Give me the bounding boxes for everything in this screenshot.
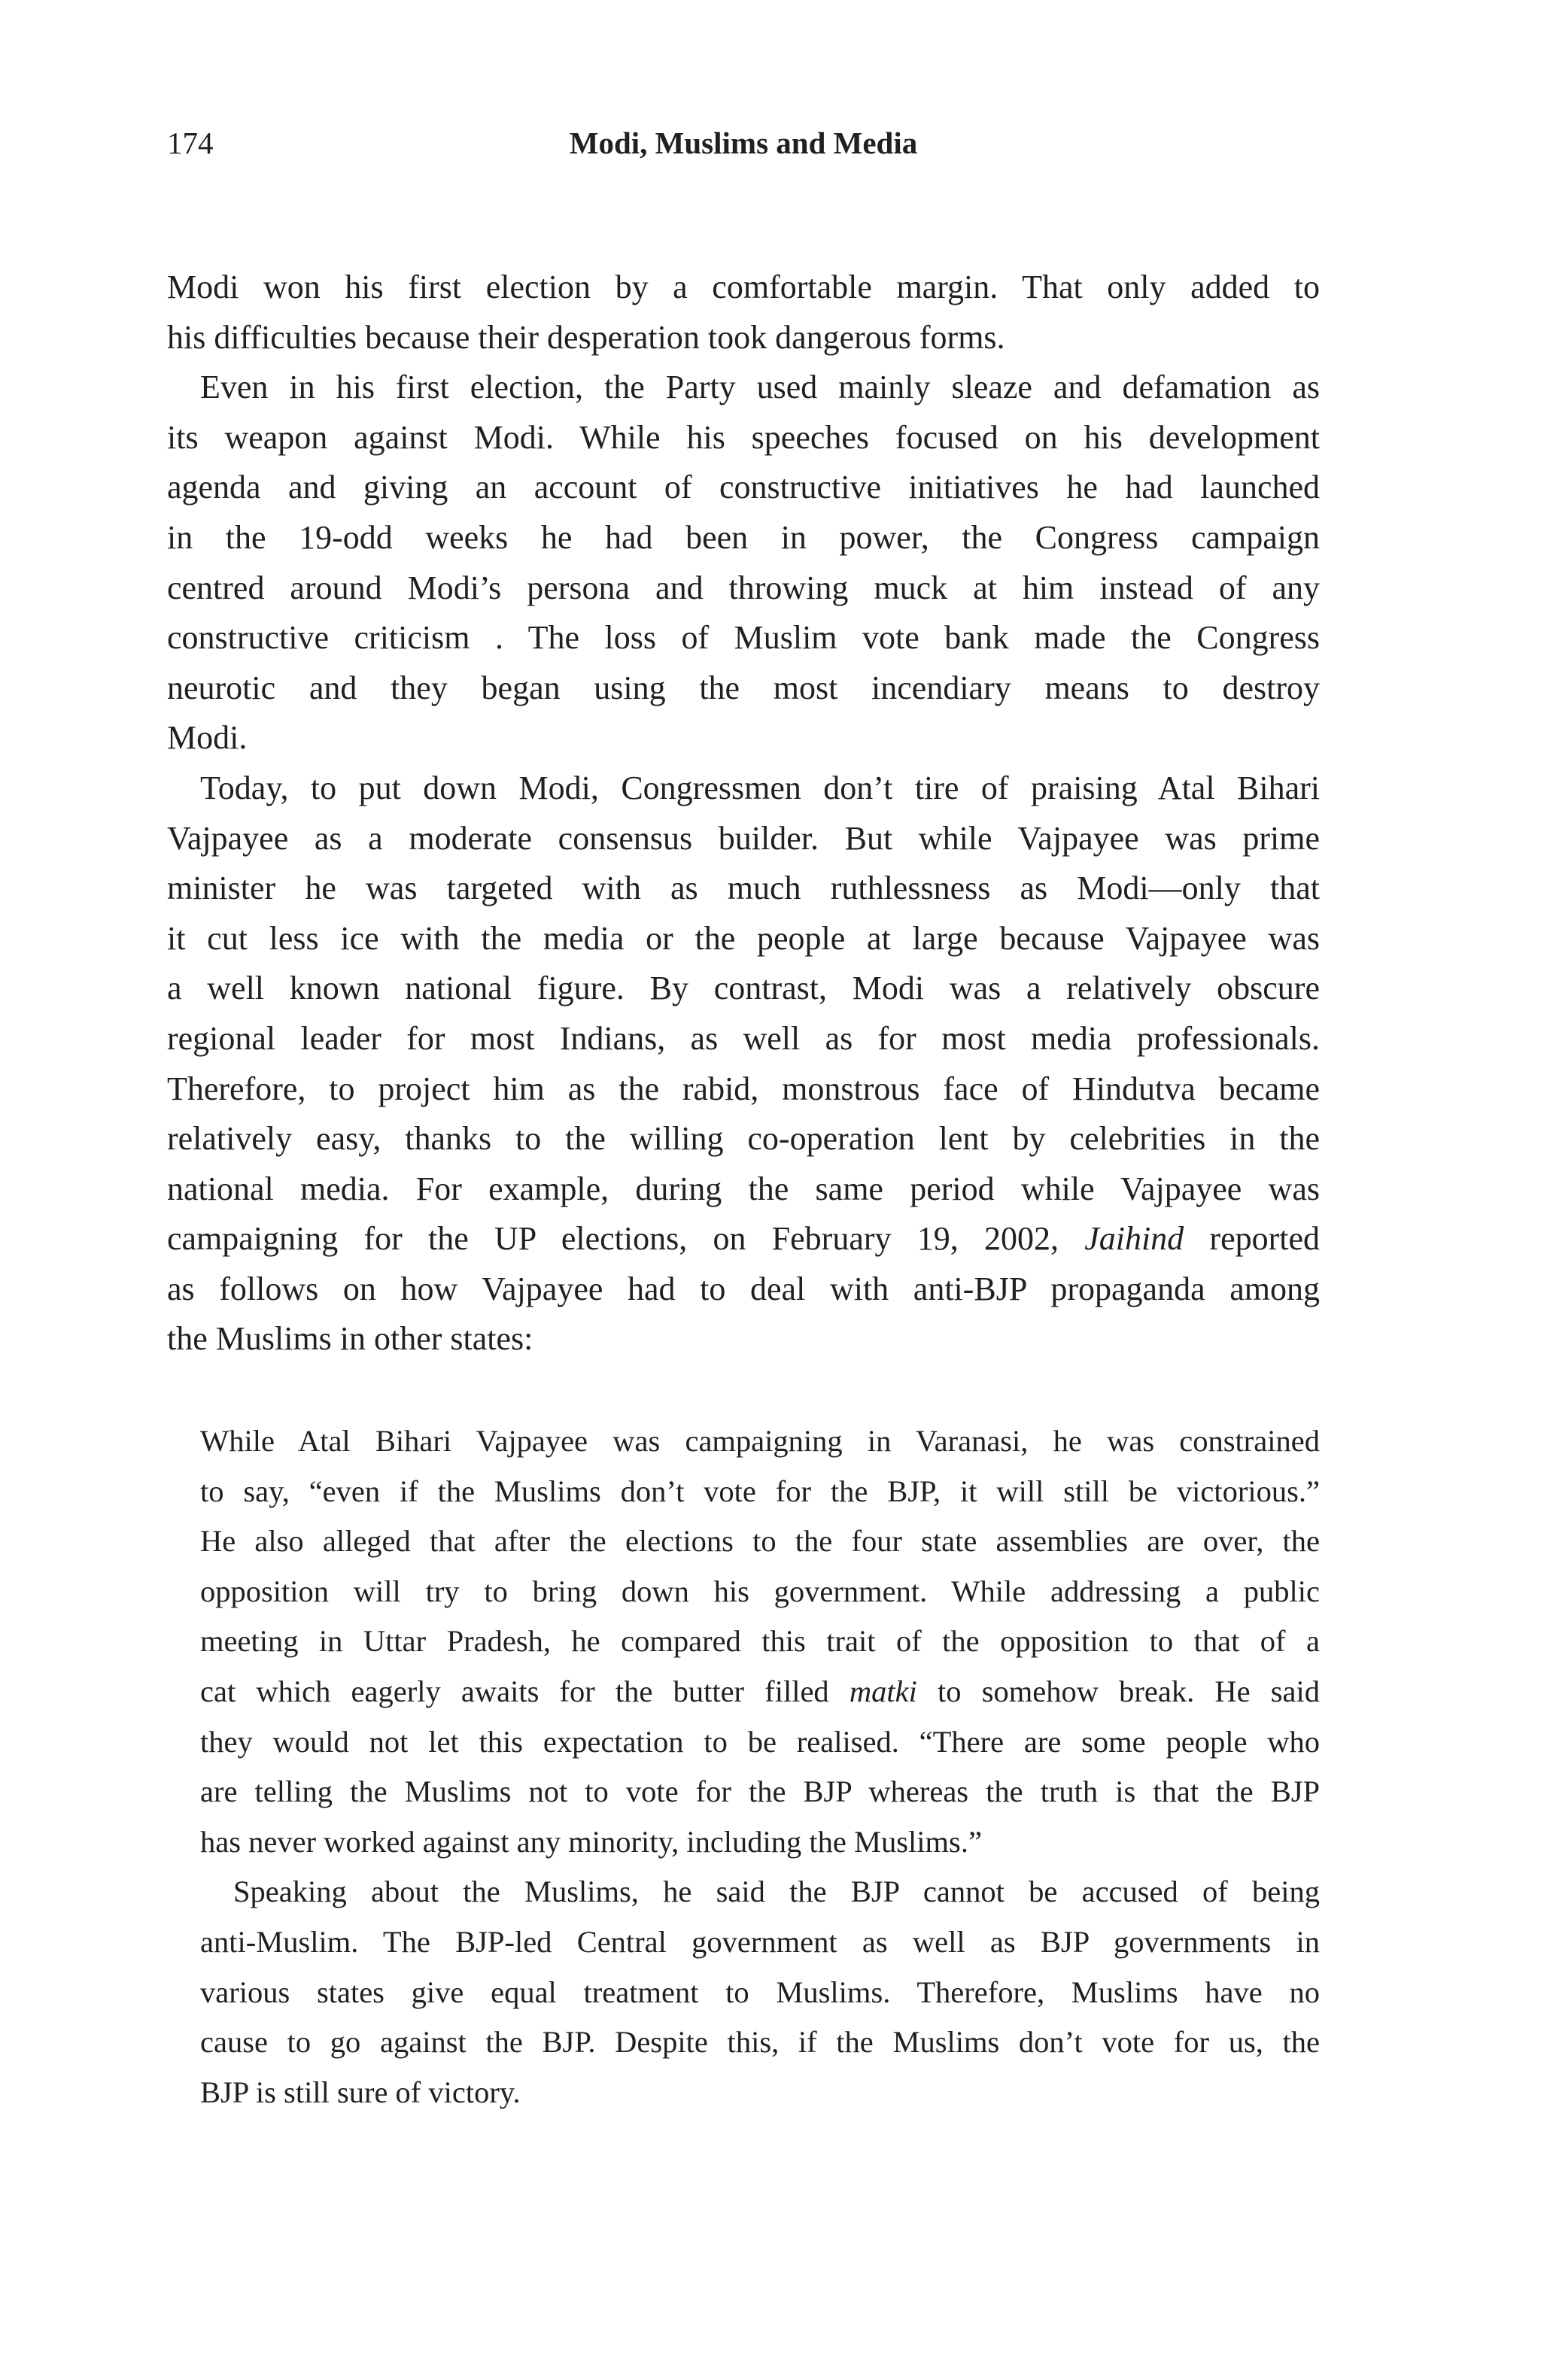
- body-text: [167, 263, 1320, 1365]
- text-line: the Muslims in other states:: [167, 1320, 533, 1358]
- text-line: it cut less ice with the media or the people at large because Vajpayee was: [167, 919, 1320, 957]
- text-line: [200, 1667, 1320, 1717]
- text-line: BJP is still sure of victory.: [200, 2075, 521, 2109]
- text-line: national media. For example, during the same period while Vajpayee was: [167, 1170, 1320, 1207]
- italic-term: matki: [849, 1674, 917, 1708]
- text-segment: cat which eagerly awaits for the butter filled: [200, 1674, 850, 1708]
- text-line: [167, 1214, 1320, 1264]
- page-number: 174: [167, 126, 214, 160]
- text-line: Modi won his first election by a comfortable margin. That only added to: [167, 269, 1320, 305]
- text-line: Speaking about the Muslims, he said the BJP cannot be accused of being: [233, 1875, 1320, 1909]
- text-line: they would not let this expectation to be realised. “There are some people who: [200, 1724, 1320, 1759]
- text-line: Even in his first election, the Party used mainly sleaze and defamation as: [200, 369, 1320, 406]
- paragraph: [200, 1867, 1320, 2117]
- running-title: Modi, Muslims and Media: [569, 126, 918, 160]
- text-line: various states give equal treatment to Muslims. Therefore, Muslims have no: [200, 1975, 1320, 2009]
- text-segment: reported: [1184, 1220, 1321, 1258]
- text-line: minister he was targeted with as much ruthlessness as Modi—only that: [167, 870, 1320, 907]
- text-line: his difficulties because their desperation took dangerous forms.: [167, 318, 1005, 356]
- text-line: to say, “even if the Muslims don’t vote for the BJP, it will still be victorious.”: [200, 1474, 1320, 1508]
- text-segment: to somehow break. He said: [916, 1674, 1321, 1708]
- text-line: anti-Muslim. The BJP-led Central government as well as BJP governments in: [200, 1924, 1320, 1959]
- text-line: Modi.: [167, 719, 248, 757]
- text-line: While Atal Bihari Vajpayee was campaigning in Varanasi, he was constrained: [200, 1424, 1320, 1458]
- text-line: Therefore, to project him as the rabid, monstrous face of Hindutva became: [167, 1070, 1320, 1107]
- paragraph: [167, 763, 1320, 1365]
- text-line: cause to go against the BJP. Despite this, if the Muslims don’t vote for us, the: [200, 2025, 1320, 2060]
- text-line: as follows on how Vajpayee had to deal with anti-BJP propaganda among: [167, 1270, 1320, 1307]
- block-quote: [200, 1416, 1320, 2117]
- text-line: meeting in Uttar Pradesh, he compared this trait of the opposition to that of a: [200, 1624, 1320, 1659]
- text-line: a well known national figure. By contrast, Modi was a relatively obscure: [167, 970, 1320, 1007]
- text-line: its weapon against Modi. While his speeches focused on his development: [167, 418, 1320, 456]
- text-line: neurotic and they began using the most incendiary means to destroy: [167, 669, 1320, 706]
- text-line: Today, to put down Modi, Congressmen don’t tire of praising Atal Bihari: [200, 769, 1320, 806]
- text-line: in the 19-odd weeks he had been in power, the Congress campaign: [167, 518, 1320, 556]
- paragraph: [167, 263, 1320, 363]
- text-line: Vajpayee as a moderate consensus builder. But while Vajpayee was prime: [167, 819, 1320, 857]
- text-line: He also alleged that after the elections to the four state assemblies are over, the: [200, 1524, 1320, 1559]
- text-line: opposition will try to bring down his government. While addressing a public: [200, 1574, 1320, 1608]
- text-line: centred around Modi’s persona and throwing muck at him instead of any: [167, 569, 1320, 606]
- italic-term: Jaihind: [1084, 1220, 1184, 1258]
- text-segment: campaigning for the UP elections, on February 19, 2002,: [167, 1220, 1085, 1258]
- text-line: constructive criticism . The loss of Muslim vote bank made the Congress: [167, 619, 1320, 657]
- paragraph: [167, 363, 1320, 763]
- text-line: agenda and giving an account of constructive initiatives he had launched: [167, 469, 1320, 506]
- text-line: has never worked against any minority, including the Muslims.”: [200, 1824, 982, 1859]
- text-line: regional leader for most Indians, as well as for most media professionals.: [167, 1019, 1320, 1057]
- paragraph: [200, 1416, 1320, 1867]
- text-line: are telling the Muslims not to vote for the BJP whereas the truth is that the BJP: [200, 1774, 1320, 1809]
- text-line: relatively easy, thanks to the willing co-operation lent by celebrities in the: [167, 1120, 1320, 1158]
